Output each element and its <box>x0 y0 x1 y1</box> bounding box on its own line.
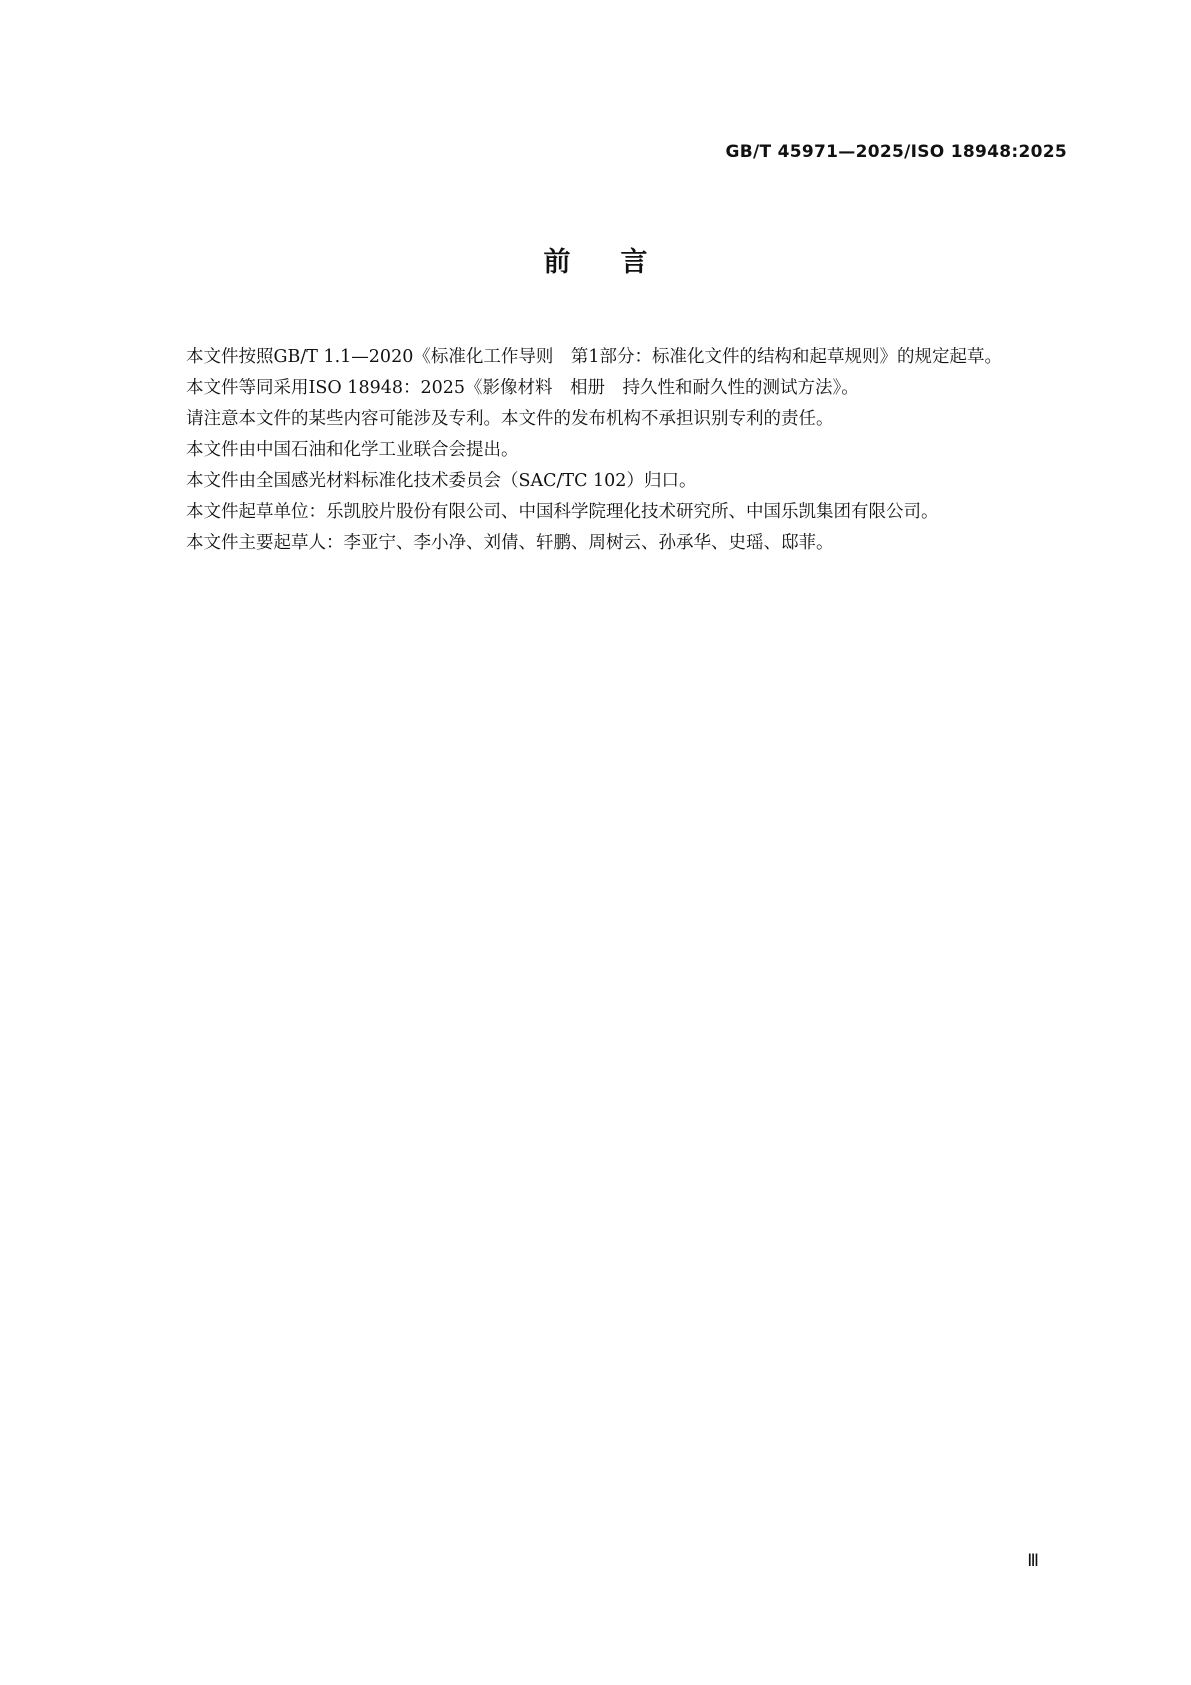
paragraph-proposer: 本文件由中国石油和化学工业联合会提出。 <box>186 440 519 460</box>
paragraph-drafting-rules: 本文件按照GB/T 1.1—2020《标准化工作导则 第1部分：标准化文件的结构和起草规则》的规定起草。 <box>186 347 1002 367</box>
paragraph-drafters: 本文件主要起草人：李亚宁、李小净、刘倩、轩鹏、周树云、孙承华、史瑶、邸菲。 <box>186 533 834 553</box>
page-title: 前言 <box>543 247 698 278</box>
page-number: Ⅲ <box>1027 1551 1039 1570</box>
paragraph-committee: 本文件由全国感光材料标准化技术委员会（SAC/TC 102）归口。 <box>186 471 697 491</box>
paragraph-drafting-units: 本文件起草单位：乐凯胶片股份有限公司、中国科学院理化技术研究所、中国乐凯集团有限公司。 <box>186 502 939 522</box>
paragraph-patent-notice: 请注意本文件的某些内容可能涉及专利。本文件的发布机构不承担识别专利的责任。 <box>186 409 834 429</box>
foreword-body <box>144 342 1068 559</box>
paragraph-adoption: 本文件等同采用ISO 18948：2025《影像材料 相册 持久性和耐久性的测试方法》。 <box>186 378 859 398</box>
standard-code: GB/T 45971—2025/ISO 18948:2025 <box>725 142 1067 162</box>
